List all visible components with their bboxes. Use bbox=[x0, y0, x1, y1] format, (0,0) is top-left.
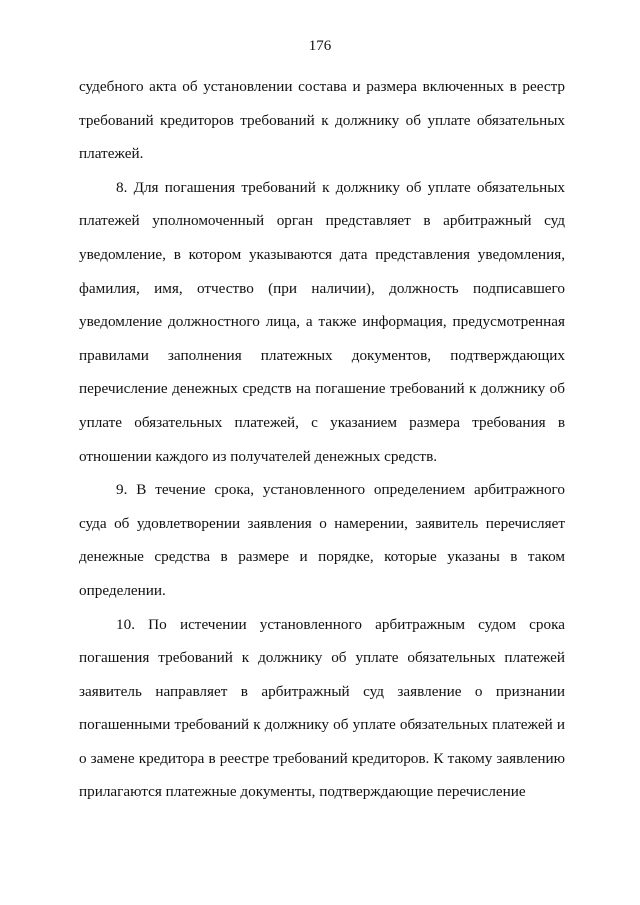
paragraph-item-9: 9. В течение срока, установленного определением арбитражного суда об удовлетворении заявления о намерении, заявитель перечисляет денежные средства в размере и порядке, которые указаны в таком определении. bbox=[79, 481, 565, 599]
paragraph-item-10: 10. По истечении установленного арбитражным судом срока погашения требований к должнику об уплате обязательных платежей заявитель направляет в арбитражный суд заявление о признании погашенными требований к должнику об уплате обязательных платежей и о замене кредитора в реестре требований кредиторов. К такому заявлению прилагаются платежные документы, подтверждающие перечисление bbox=[79, 615, 565, 801]
paragraph-item-8: 8. Для погашения требований к должнику об уплате обязательных платежей уполномоченный орган представляет в арбитражный суд уведомление, в котором указываются дата представления уведомления, фамилия, имя, отчество (при наличии), должность подписавшего уведомление должностного лица, а также информация, предусмотренная правилами заполнения платежных документов, подтверждающих перечисление денежных средств на погашение требований к должнику об уплате обязательных платежей, с указанием размера требования в отношении каждого из получателей денежных средств. bbox=[79, 178, 565, 465]
page-number: 176 bbox=[308, 38, 332, 54]
document-body bbox=[79, 70, 565, 809]
paragraph-continuation: судебного акта об установлении состава и размера включенных в реестр требований кредиторов требований к должнику об уплате обязательных платежей. bbox=[79, 78, 565, 163]
